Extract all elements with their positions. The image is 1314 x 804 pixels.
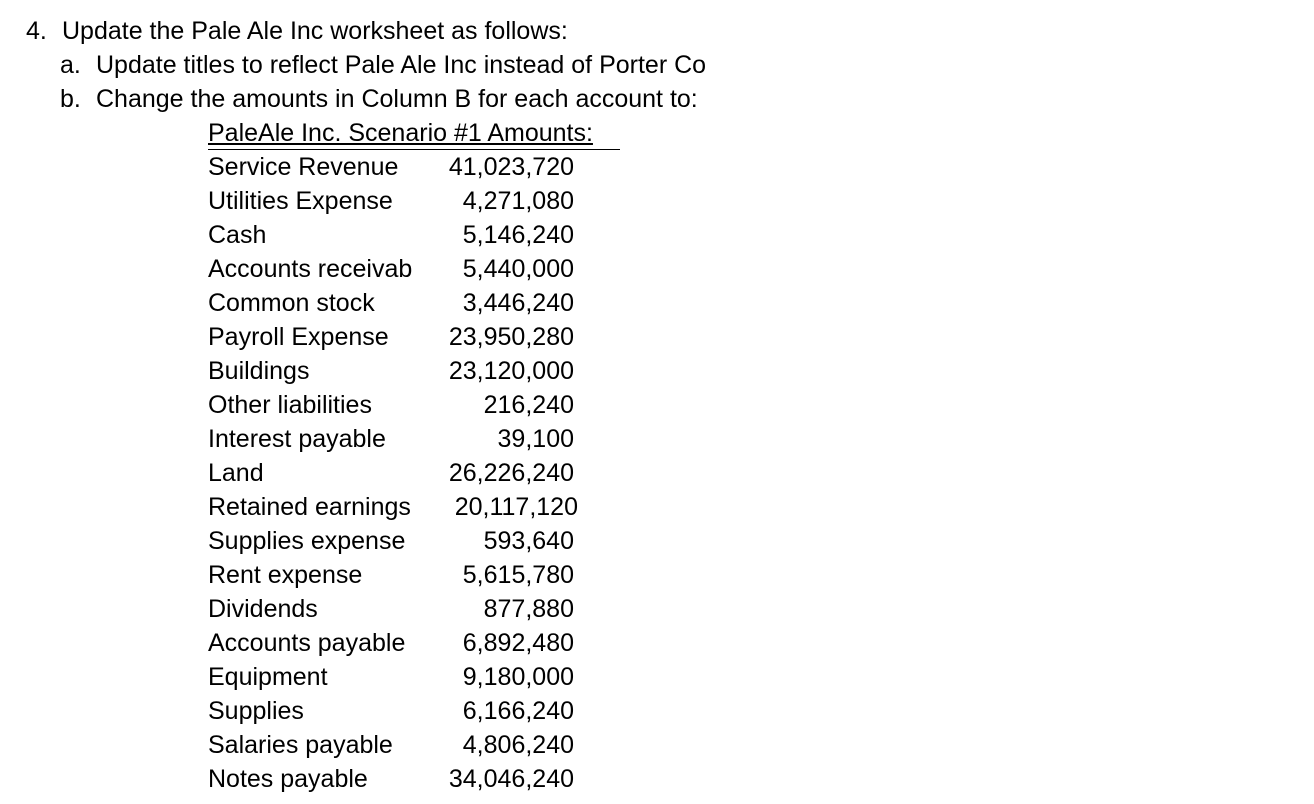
- account-name: Other liabilities: [208, 391, 372, 419]
- table-row: [208, 694, 620, 728]
- step-a-letter: a.: [60, 51, 81, 79]
- table-row: [208, 762, 620, 796]
- step-a-text: Update titles to reflect Pale Ale Inc instead of Porter Co: [96, 51, 707, 79]
- account-amount: 23,120,000: [448, 357, 574, 385]
- table-row: [208, 354, 620, 388]
- table-rows: [208, 150, 620, 796]
- account-amount: 4,806,240: [462, 731, 574, 759]
- account-amount: 5,146,240: [462, 221, 574, 249]
- table-row: [208, 660, 620, 694]
- account-amount: 23,950,280: [448, 323, 574, 351]
- account-amount: 39,100: [497, 425, 574, 453]
- account-amount: 9,180,000: [462, 663, 574, 691]
- step-b: [60, 82, 698, 116]
- table-row: [208, 320, 620, 354]
- account-amount: 5,440,000: [462, 255, 574, 283]
- table-row: [208, 728, 620, 762]
- scenario-amounts-table: [208, 116, 620, 796]
- step-4-heading: [26, 14, 568, 48]
- cut-off-next-line: [96, 796, 476, 804]
- table-row: [208, 490, 620, 524]
- step-b-letter: b.: [60, 85, 81, 113]
- account-name: Retained earnings: [208, 493, 411, 521]
- table-row: [208, 286, 620, 320]
- table-row: [208, 558, 620, 592]
- account-name: Service Revenue: [208, 153, 399, 181]
- account-amount: 6,166,240: [462, 697, 574, 725]
- account-name: Supplies expense: [208, 527, 406, 555]
- account-amount: 41,023,720: [448, 153, 574, 181]
- table-row: [208, 626, 620, 660]
- account-amount: 20,117,120: [454, 493, 578, 521]
- account-name: Notes payable: [208, 765, 368, 793]
- account-name: Accounts receivab: [208, 255, 413, 283]
- account-name: Cash: [208, 221, 267, 249]
- account-name: Utilities Expense: [208, 187, 393, 215]
- account-name: Common stock: [208, 289, 375, 317]
- step-b-text: Change the amounts in Column B for each account to:: [96, 85, 698, 113]
- step-4-number: 4.: [26, 17, 47, 45]
- table-row: [208, 218, 620, 252]
- table-row: [208, 456, 620, 490]
- account-amount: 5,615,780: [462, 561, 574, 589]
- account-amount: 4,271,080: [462, 187, 574, 215]
- account-amount: 216,240: [483, 391, 574, 419]
- table-row: [208, 388, 620, 422]
- table-title: PaleAle Inc. Scenario #1 Amounts:: [208, 119, 593, 147]
- table-row: [208, 422, 620, 456]
- table-row: [208, 524, 620, 558]
- account-name: Rent expense: [208, 561, 363, 589]
- step-4-text: Update the Pale Ale Inc worksheet as follows:: [62, 17, 568, 45]
- account-name: Supplies: [208, 697, 304, 725]
- account-name: Salaries payable: [208, 731, 393, 759]
- account-amount: 34,046,240: [448, 765, 574, 793]
- account-amount: 6,892,480: [462, 629, 574, 657]
- account-amount: 3,446,240: [462, 289, 574, 317]
- account-name: Land: [208, 459, 264, 487]
- step-a: [60, 48, 706, 82]
- table-row: [208, 150, 620, 184]
- account-name: Buildings: [208, 357, 310, 385]
- account-amount: 593,640: [483, 527, 574, 555]
- account-name: Interest payable: [208, 425, 386, 453]
- account-name: Payroll Expense: [208, 323, 389, 351]
- account-amount: 877,880: [483, 595, 574, 623]
- table-row: [208, 592, 620, 626]
- table-row: [208, 252, 620, 286]
- account-amount: 26,226,240: [448, 459, 574, 487]
- account-name: Equipment: [208, 663, 328, 691]
- table-row: [208, 184, 620, 218]
- account-name: Dividends: [208, 595, 318, 623]
- account-name: Accounts payable: [208, 629, 406, 657]
